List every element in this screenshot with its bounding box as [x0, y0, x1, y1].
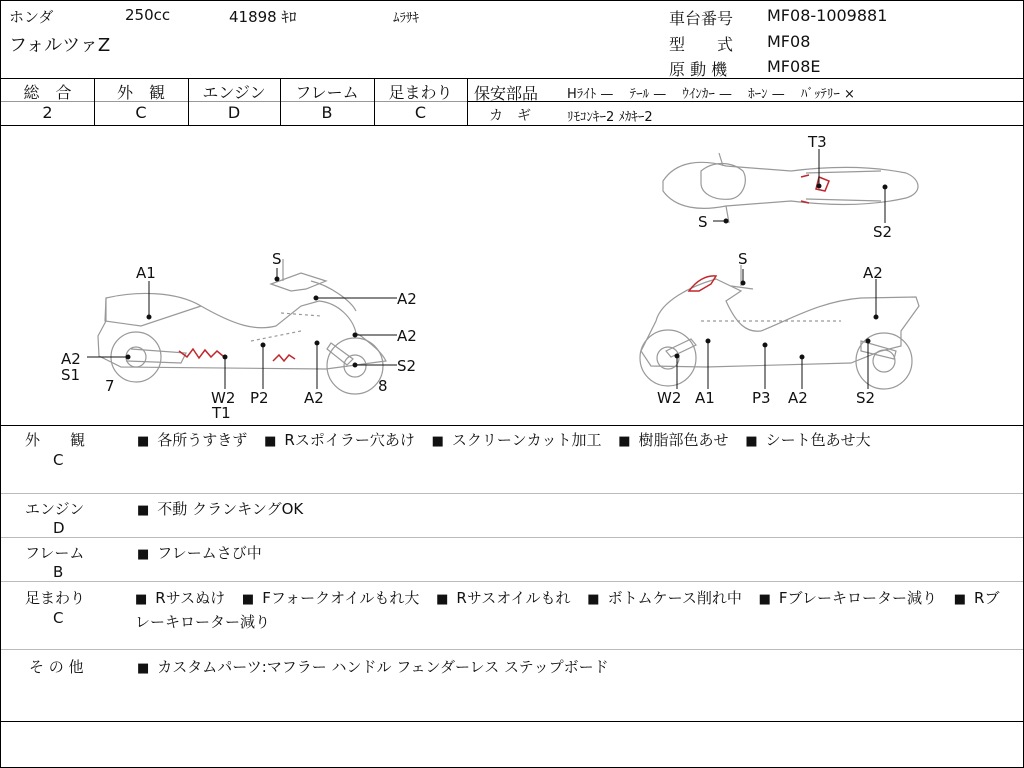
label-right-w2: W2 — [657, 389, 682, 407]
safety-horn: ﾎｰﾝ — — [748, 87, 785, 102]
safety-label: 保安部品 — [474, 84, 539, 103]
note-item: ■ フレームさび中 — [137, 544, 262, 562]
note-item: ■ カスタムパーツ:マフラー ハンドル フェンダーレス ステップボード — [137, 658, 609, 676]
safety-headlight: Hﾗｲﾄ — — [567, 87, 614, 102]
note-item: ■ スクリーンカット加工 — [432, 431, 602, 449]
key-value: ﾘﾓｺﾝｷｰ2 ﾒｶｷｰ2 — [567, 110, 653, 125]
label-top-t3: T3 — [808, 133, 827, 151]
grade-engine-value: D — [227, 103, 241, 122]
grade-frame-value: B — [321, 103, 333, 122]
note-chassis-grade: C — [53, 609, 64, 627]
label-top-s: S — [698, 213, 708, 231]
scooter-damage-diagram — [1, 126, 1023, 424]
model-name: フォルツァZ — [9, 35, 111, 56]
label-left-a2-bottom: A2 — [304, 389, 324, 407]
note-item: ■ ボトムケース削れ中 — [587, 589, 742, 607]
note-frame-label: フレーム — [25, 544, 85, 562]
key-label: カ ギ — [489, 108, 531, 124]
note-engine-label: エンジン — [25, 500, 85, 518]
note-frame-items — [137, 542, 274, 563]
grade-total-label: 総 合 — [23, 83, 72, 102]
note-item: ■ 不動 クランキングOK — [137, 500, 303, 518]
note-exterior-label: 外 観 — [25, 431, 86, 449]
safety-items — [567, 83, 867, 102]
note-item: ■ Rサスぬけ — [135, 589, 225, 607]
note-item: ■ シート色あせ大 — [745, 431, 870, 449]
note-engine-items — [137, 498, 315, 519]
note-exterior-items — [137, 429, 883, 450]
note-item: ■ Fブレーキローター減り — [759, 589, 937, 607]
note-exterior-grade: C — [53, 451, 64, 469]
type-label: 型 式 — [669, 35, 734, 54]
mileage: 41898 ｷﾛ — [229, 8, 297, 26]
frame-no-label: 車台番号 — [669, 9, 734, 28]
note-item: ■ 樹脂部色あせ — [618, 431, 728, 449]
grade-exterior-label: 外 観 — [116, 83, 165, 102]
note-engine-grade: D — [53, 519, 65, 537]
label-right-s2: S2 — [856, 389, 876, 407]
label-right-a1: A1 — [695, 389, 715, 407]
safety-battery: ﾊﾞｯﾃﾘｰ × — [800, 87, 855, 102]
note-frame-grade: B — [53, 563, 64, 581]
frame-no: MF08-1009881 — [767, 6, 888, 25]
label-right-s: S — [738, 250, 748, 268]
label-left-8: 8 — [378, 377, 388, 395]
note-chassis-label: 足まわり — [25, 589, 86, 607]
grade-frame-label: フレーム — [295, 83, 359, 102]
color: ﾑﾗｻｷ — [393, 11, 419, 26]
note-item: ■ Rスポイラー穴あけ — [264, 431, 415, 449]
note-item: ■ Fフォークオイルもれ大 — [242, 589, 419, 607]
label-left-p2: P2 — [250, 389, 269, 407]
label-right-a2-top: A2 — [863, 264, 883, 282]
displacement: 250cc — [125, 6, 171, 24]
grade-chassis-value: C — [414, 103, 427, 122]
label-right-p3: P3 — [752, 389, 771, 407]
label-left-s2: S2 — [397, 357, 417, 375]
maker: ホンダ — [9, 8, 54, 26]
grade-exterior-value: C — [135, 103, 147, 122]
note-item: ■ Rサスオイルもれ — [436, 589, 570, 607]
label-left-a2-top: A2 — [397, 290, 417, 308]
note-other-items — [137, 656, 609, 677]
label-left-a1: A1 — [136, 264, 156, 282]
label-left-t1: T1 — [212, 404, 231, 422]
label-left-a2-mid: A2 — [397, 327, 417, 345]
note-item: ■ 各所うすきず — [137, 431, 247, 449]
grade-engine-label: エンジン — [202, 83, 266, 102]
engine-label: 原 動 機 — [669, 60, 728, 79]
label-left-a2-rear: A2 — [61, 350, 81, 368]
label-top-s2: S2 — [873, 223, 893, 241]
safety-winker: ｳｲﾝｶｰ — — [682, 87, 732, 102]
engine-value: MF08E — [767, 57, 821, 76]
note-other-label: そ の 他 — [29, 658, 84, 676]
label-left-w2: W2 — [211, 389, 236, 407]
label-left-s: S — [272, 250, 282, 268]
grade-total-value: 2 — [42, 103, 53, 122]
label-left-s1: S1 — [61, 366, 81, 384]
grade-chassis-label: 足まわり — [388, 83, 453, 102]
label-left-7: 7 — [105, 377, 115, 395]
scooter-right-side-icon — [640, 265, 919, 389]
type-value: MF08 — [767, 32, 811, 51]
safety-tail: ﾃｰﾙ — — [629, 87, 667, 102]
note-chassis-items — [135, 587, 1013, 633]
note-item: ■ Rブレーキローター減り — [135, 589, 999, 631]
label-right-a2-bottom: A2 — [788, 389, 808, 407]
